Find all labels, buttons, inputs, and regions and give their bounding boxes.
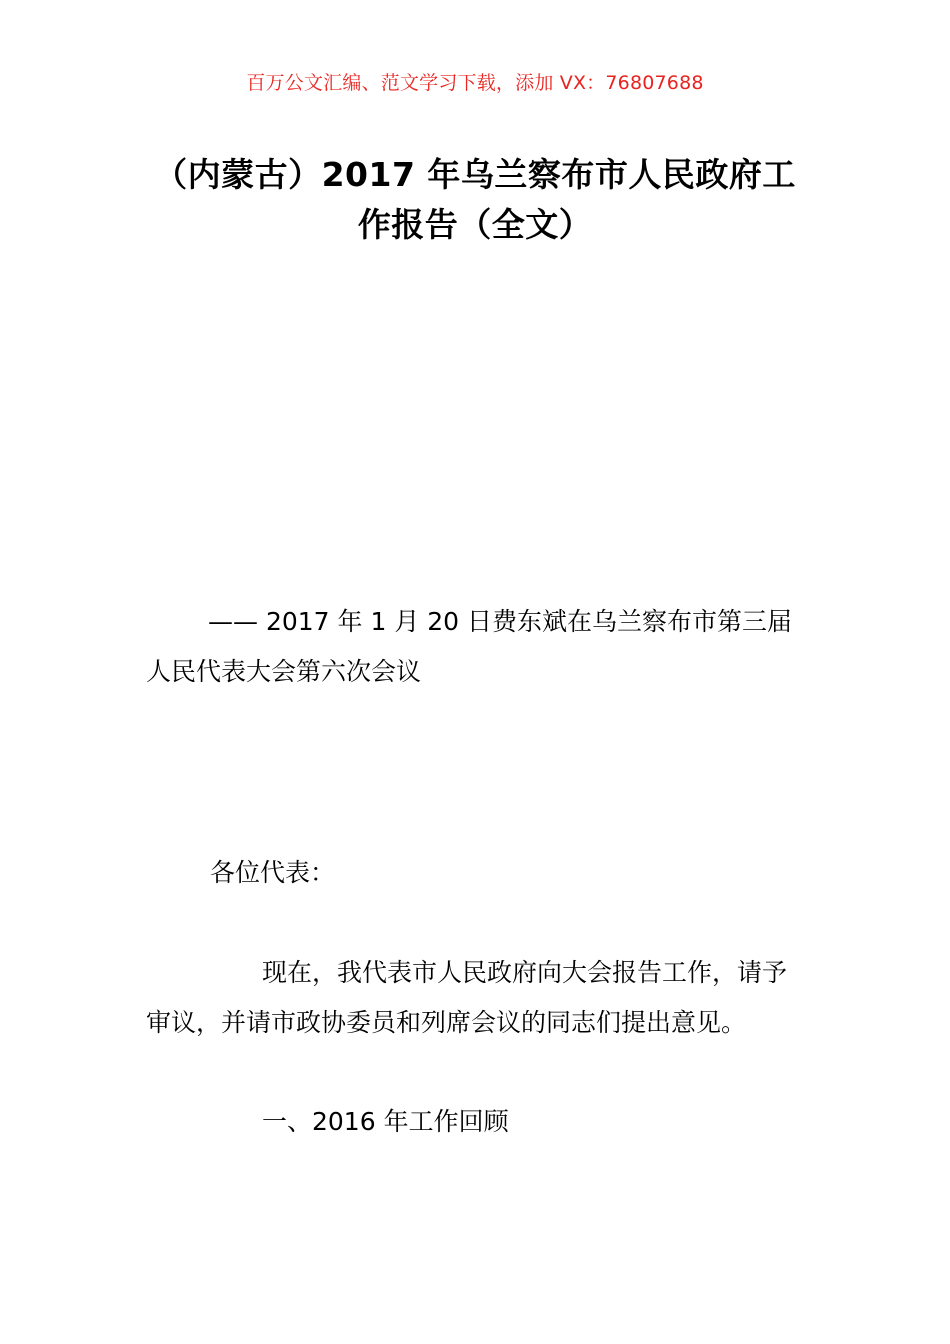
subtitle-line-1: —— 2017 年 1 月 20 日费东斌在乌兰察布市第三届: [208, 607, 793, 636]
subtitle-line-2: 人民代表大会第六次会议: [146, 657, 422, 686]
title-line-1: （内蒙古）2017 年乌兰察布市人民政府工: [154, 155, 796, 194]
document-subtitle: [146, 597, 806, 697]
section-heading: 一、2016 年工作回顾: [262, 1107, 509, 1136]
intro-paragraph: [146, 948, 806, 1048]
intro-line-1: 现在，我代表市人民政府向大会报告工作，请予: [262, 958, 788, 987]
intro-line-2: 审议，并请市政协委员和列席会议的同志们提出意见。: [146, 1008, 747, 1037]
header-note: 百万公文汇编、范文学习下载，添加 VX：76807688: [246, 72, 704, 94]
document-title: [140, 150, 810, 250]
greeting: 各位代表：: [210, 858, 336, 887]
title-line-2: 作报告（全文）: [357, 205, 593, 244]
